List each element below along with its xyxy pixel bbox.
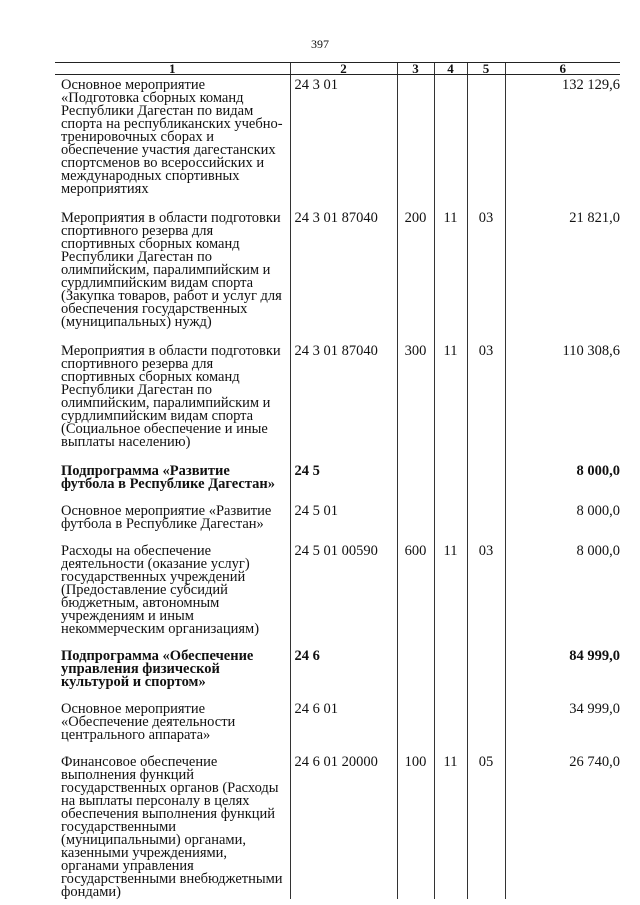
row-amount-cell: 34 999,0	[505, 703, 620, 756]
row-code-cell: 24 6 01 20000	[290, 756, 397, 899]
row-expense-type-cell	[397, 75, 434, 213]
table-row	[55, 756, 620, 899]
row-expense-type-cell: 300	[397, 345, 434, 465]
row-section-cell: 11	[434, 756, 467, 899]
row-section-cell	[434, 75, 467, 213]
table-row	[55, 505, 620, 545]
column-header-4: 4	[434, 63, 467, 75]
column-header-3: 3	[397, 63, 434, 75]
row-code-cell: 24 5 01 00590	[290, 545, 397, 650]
row-amount-cell: 8 000,0	[505, 465, 620, 505]
row-code-cell: 24 6 01	[290, 703, 397, 756]
row-name-cell: Основное мероприятие «Подготовка сборных команд Республики Дагестан по видам спорта на республиканских учебно-тренировочных сборах и обеспечение участия дагестанских спортсменов во всероссийских и международных спортивных мероприятиях	[61, 77, 283, 197]
row-code-cell: 24 3 01 87040	[290, 212, 397, 345]
row-section-cell	[434, 505, 467, 545]
row-section-cell: 11	[434, 212, 467, 345]
row-amount-cell: 8 000,0	[505, 545, 620, 650]
table-row	[55, 465, 620, 505]
row-section-cell: 11	[434, 545, 467, 650]
row-subsection-cell: 03	[467, 345, 505, 465]
row-section-cell	[434, 703, 467, 756]
table-row	[55, 345, 620, 465]
row-expense-type-cell	[397, 703, 434, 756]
row-name-cell: Подпрограмма «Развитие футбола в Республике Дагестан»	[61, 463, 276, 492]
row-code-cell: 24 5	[290, 465, 397, 505]
row-subsection-cell	[467, 650, 505, 703]
row-subsection-cell: 05	[467, 756, 505, 899]
table-row	[55, 212, 620, 345]
row-section-cell: 11	[434, 345, 467, 465]
row-code-cell: 24 3 01	[290, 75, 397, 213]
row-amount-cell: 8 000,0	[505, 505, 620, 545]
row-subsection-cell	[467, 465, 505, 505]
row-code-cell: 24 5 01	[290, 505, 397, 545]
column-header-1: 1	[55, 63, 290, 75]
table-row	[55, 650, 620, 703]
row-section-cell	[434, 465, 467, 505]
column-header-5: 5	[467, 63, 505, 75]
row-amount-cell: 132 129,6	[505, 75, 620, 213]
row-name-cell: Мероприятия в области подготовки спортивного резерва для спортивных сборных команд Республики Дагестан по олимпийским, паралимпийским и сурдлимпийским видам спорта (Социальное обеспечение и иные выплаты населению)	[61, 343, 281, 450]
row-name-cell: Основное мероприятие «Обеспечение деятельности центрального аппарата»	[61, 701, 236, 743]
column-header-6: 6	[505, 63, 620, 75]
row-subsection-cell: 03	[467, 212, 505, 345]
row-name-cell: Мероприятия в области подготовки спортивного резерва для спортивных сборных команд Республики Дагестан по олимпийским, паралимпийским и сурдлимпийским видам спорта (Закупка товаров, работ и услуг для обеспечения государственных (муниципальных) нужд)	[61, 210, 282, 330]
row-subsection-cell: 03	[467, 545, 505, 650]
row-expense-type-cell: 100	[397, 756, 434, 899]
row-name-cell: Расходы на обеспечение деятельности (оказание услуг) государственных учреждений (Предоставление субсидий бюджетным, автономным учреждениям и иным некоммерческим организациям)	[61, 543, 260, 637]
row-expense-type-cell: 200	[397, 212, 434, 345]
row-amount-cell: 26 740,0	[505, 756, 620, 899]
row-amount-cell: 21 821,0	[505, 212, 620, 345]
table-row	[55, 545, 620, 650]
table-row	[55, 75, 620, 213]
row-name-cell: Подпрограмма «Обеспечение управления физической культурой и спортом»	[61, 648, 254, 690]
row-expense-type-cell: 600	[397, 545, 434, 650]
budget-table	[55, 62, 620, 899]
row-expense-type-cell	[397, 505, 434, 545]
row-section-cell	[434, 650, 467, 703]
row-expense-type-cell	[397, 465, 434, 505]
row-name-cell: Основное мероприятие «Развитие футбола в Республике Дагестан»	[61, 503, 272, 532]
page-number: 397	[311, 37, 329, 51]
row-expense-type-cell	[397, 650, 434, 703]
column-header-2: 2	[290, 63, 397, 75]
row-subsection-cell	[467, 75, 505, 213]
row-amount-cell: 110 308,6	[505, 345, 620, 465]
row-name-cell: Финансовое обеспечение выполнения функций государственных органов (Расходы на выплаты персоналу в целях обеспечения выполнения функций государственными (муниципальными) органами, казенными учреждениями, органами управления государственными внебюджетными фондами)	[61, 754, 283, 900]
row-code-cell: 24 3 01 87040	[290, 345, 397, 465]
header-row	[55, 63, 620, 75]
row-code-cell: 24 6	[290, 650, 397, 703]
row-subsection-cell	[467, 703, 505, 756]
row-subsection-cell	[467, 505, 505, 545]
table-row	[55, 703, 620, 756]
row-amount-cell: 84 999,0	[505, 650, 620, 703]
